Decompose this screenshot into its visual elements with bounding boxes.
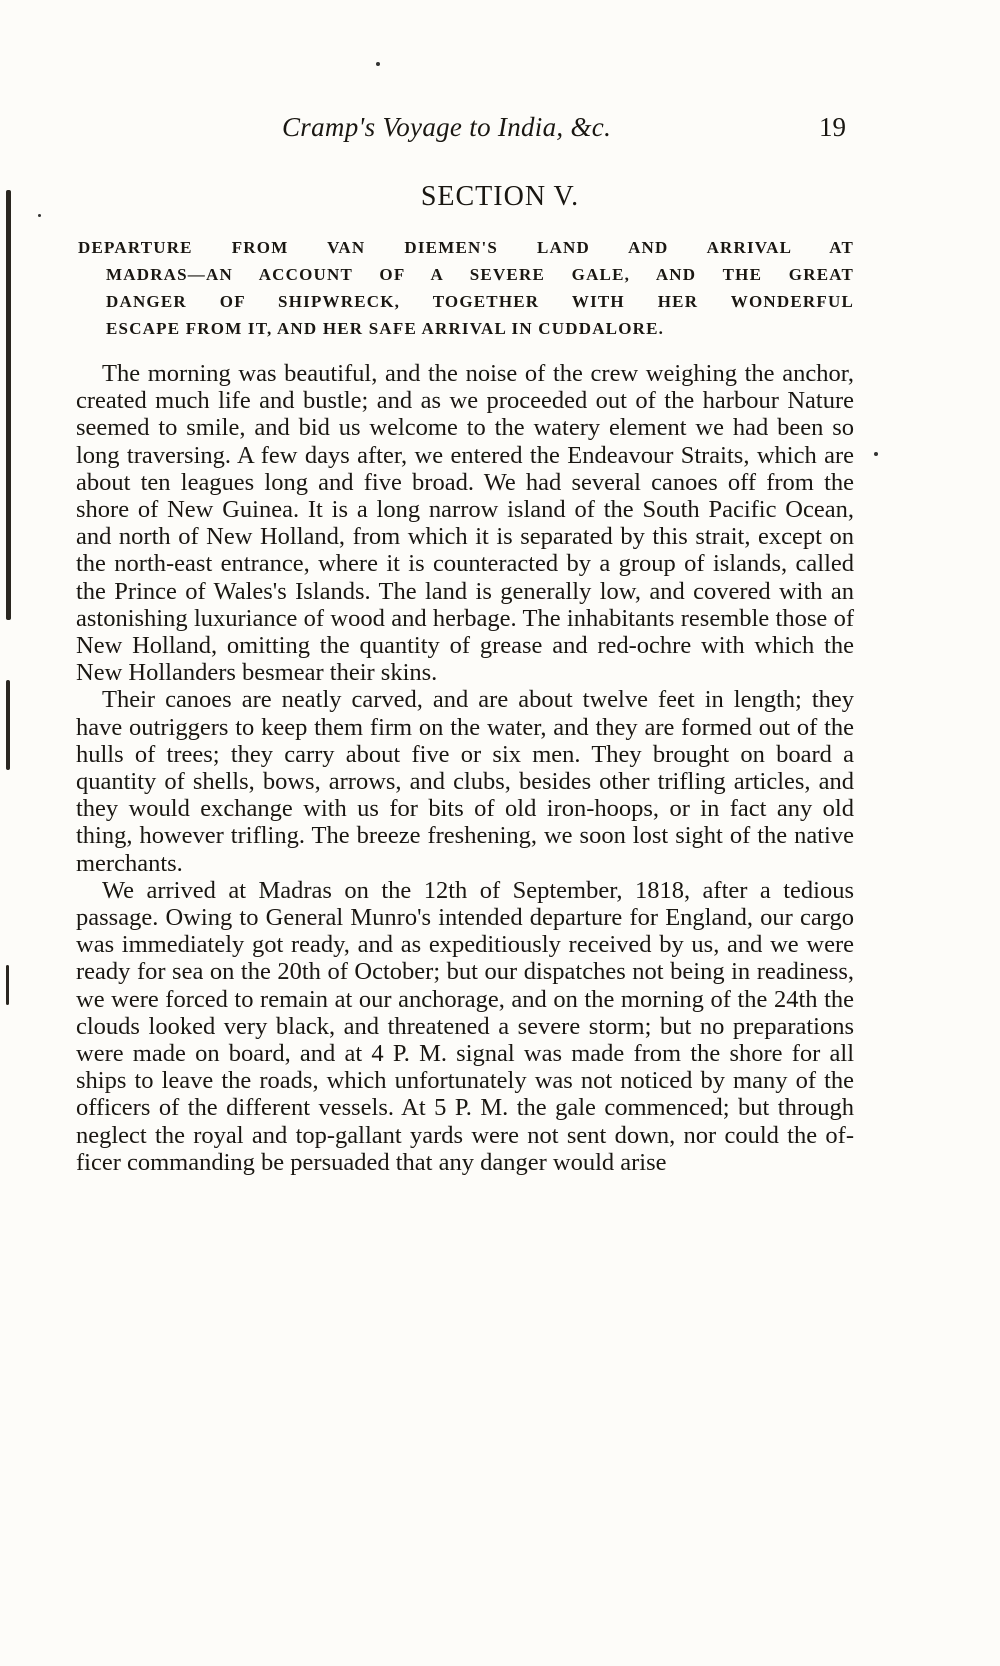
- ink-speck: [376, 62, 380, 66]
- section-heading: SECTION V.: [420, 181, 580, 212]
- summary-line: MADRAS—AN ACCOUNT OF A SEVERE GALE, AND THE GREAT: [106, 265, 854, 284]
- ink-speck: [38, 214, 41, 217]
- section-summary: [78, 234, 854, 342]
- page-number: 19: [819, 112, 846, 142]
- binding-shadow: [6, 190, 11, 620]
- running-header: [270, 112, 846, 152]
- body-text: [76, 360, 854, 1176]
- ink-speck: [874, 452, 878, 456]
- paragraph: We arrived at Madras on the 12th of September, 1818, after a tedious passage. Owing to General Munro's intended departure for England, our cargo was immediately got ready, and as expeditiously received by us, and we were ready for sea on the 20th of October; but our dispatches not being in readiness, we were forced to remain at our anchorage, and on the morning of the 24th the clouds looked very black, and threatened a severe storm; but no preparations were made on board, and at 4 P. M. signal was made from the shore for all ships to leave the roads, which unfortunately was not noticed by many of the officers of the different vessels. At 5 P. M. the gale commenced; but through neglect the royal and top-gallant yards were not sent down, nor could the officer commanding be persuaded that any danger would arise: [76, 876, 854, 1176]
- paragraph: The morning was beautiful, and the noise of the crew weighing the anchor, created much life and bustle; and as we proceeded out of the harbour Nature seemed to smile, and bid us welcome to the watery element we had been so long traversing. A few days after, we entered the Endeavour Straits, which are about ten leagues long and five broad. We had several canoes off from the shore of New Guinea. It is a long narrow island of the South Pacific Ocean, and north of New Holland, from which it is separated by this strait, except on the north-east entrance, where it is counteracted by a group of islands, called the Prince of Wales's Islands. The land is generally low, and covered with an astonishing luxuriance of wood and herbage. The inhabitants resemble those of New Holland, omitting the quantity of grease and red-ochre with which the New Hollanders besmear their skins.: [76, 360, 854, 687]
- summary-line: DANGER OF SHIPWRECK, TOGETHER WITH HER WONDERFUL: [106, 292, 854, 311]
- binding-shadow: [6, 965, 9, 1005]
- summary-line: ESCAPE FROM IT, AND HER SAFE ARRIVAL IN CUDDALORE.: [106, 319, 665, 338]
- paragraph: Their canoes are neatly carved, and are about twelve feet in length; they have outriggers to keep them firm on the water, and they are formed out of the hulls of trees; they carry about five or six men. They brought on board a quantity of shells, bows, arrows, and clubs, besides other trifling articles, and they would exchange with us for bits of old iron-hoops, or in fact any old thing, however trifling. The breeze freshening, we soon lost sight of the native merchants.: [76, 686, 854, 877]
- summary-line: DEPARTURE FROM VAN DIEMEN'S LAND AND ARRIVAL AT: [78, 238, 854, 257]
- running-title: Cramp's Voyage to India, &c.: [282, 112, 612, 142]
- binding-shadow: [6, 680, 10, 770]
